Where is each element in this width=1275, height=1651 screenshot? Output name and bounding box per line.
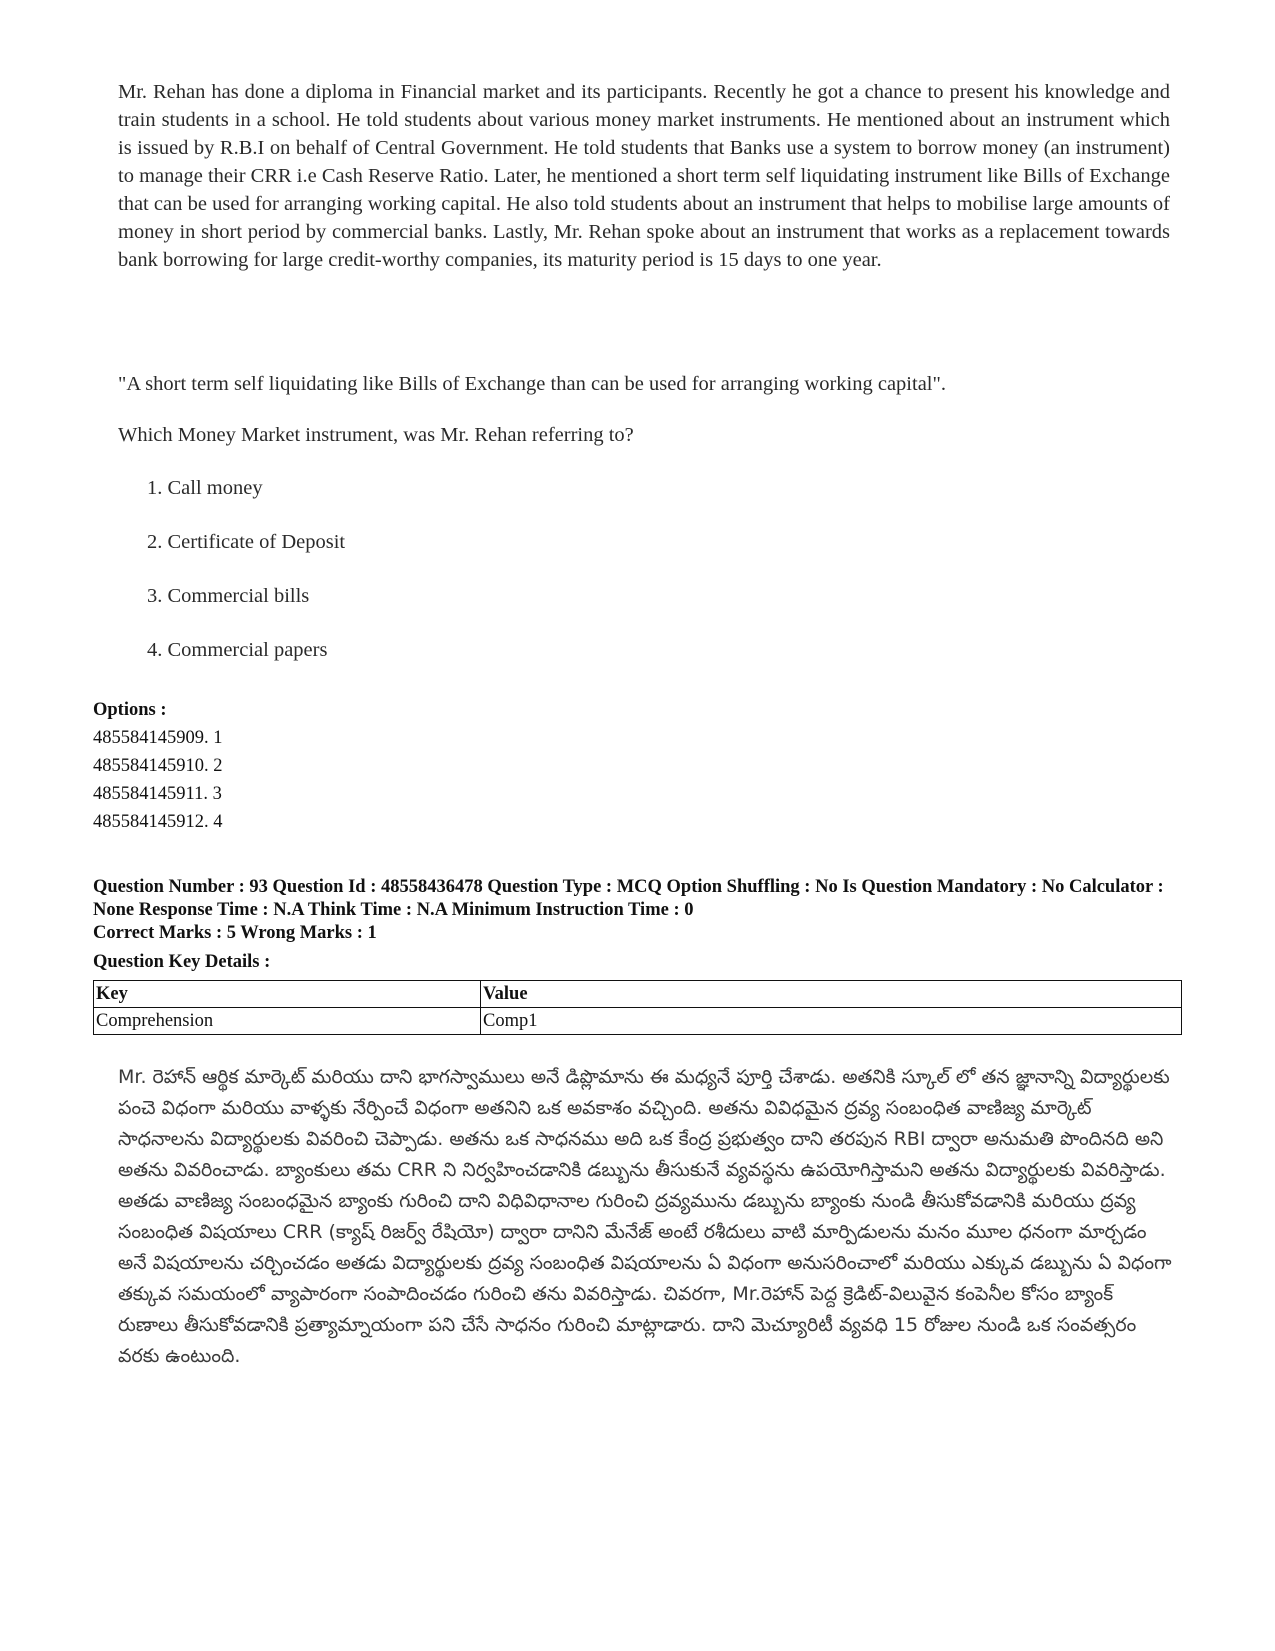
option-id: 485584145911. 3 [93,784,222,804]
answer-choice: 3. Commercial bills [147,585,310,607]
marks-info: Correct Marks : 5 Wrong Marks : 1 [93,923,377,943]
key-details-table [93,980,1182,1035]
answer-choice: 2. Certificate of Deposit [147,531,346,553]
option-id: 485584145909. 1 [93,728,223,748]
key-details-heading: Question Key Details : [93,952,271,972]
question-quote: "A short term self liquidating like Bills of Exchange than can be used for arranging working capital". [118,373,946,395]
table-row [94,1008,1182,1035]
table-header-value: Value [481,981,1182,1008]
table-cell-value: Comp1 [481,1008,1182,1035]
answer-choice: 1. Call money [147,477,263,499]
answer-choice: 4. Commercial papers [147,639,328,661]
table-header-key: Key [94,981,481,1008]
comprehension-passage-english: Mr. Rehan has done a diploma in Financial market and its participants. Recently he got a chance to present his knowledge and train students in a school. He told students about various money market instruments. He mentioned about an instrument which is issued by R.B.I on behalf of Central Government. He told students that Banks use a system to borrow money (an instrument) to manage their CRR i.e Cash Reserve Ratio. Later, he mentioned a short term self liquidating instrument like Bills of Exchange that can be used for arranging working capital. He also told students about an instrument that helps to mobilise large amounts of money in short period by commercial banks. Lastly, Mr. Rehan spoke about an instrument that works as a replacement towards bank borrowing for large credit-worthy companies, its maturity period is 15 days to one year. [118,81,1170,271]
table-cell-key: Comprehension [94,1008,481,1035]
options-title: Options : [93,700,167,720]
options-block [93,696,223,836]
option-id: 485584145910. 2 [93,756,223,776]
comprehension-passage-telugu: Mr. రెహాన్ ఆర్థిక మార్కెట్ మరియు దాని భాగస్వాములు అనే డిప్లొమాను ఈ మధ్యనే పూర్తి చేశాడు. అతనికి స్కూల్ లో తన జ్ఞానాన్ని విద్యార్థులకు పంచె విధంగా మరియు వాళ్ళకు నేర్పించే విధంగా అతనిని ఒక అవకాశం వచ్చింది. అతను వివిధమైన ద్రవ్య సంబంధిత వాణిజ్య మార్కెట్ సాధనాలను విద్యార్థులకు వివరించి చెప్పాడు. అతను ఒక సాధనము అది ఒక కేంద్ర ప్రభుత్వం దాని తరపున RBI ద్వారా అనుమతి పొందినది అని అతను వివరించాడు. బ్యాంకులు తమ CRR ని నిర్వహించడానికి డబ్బును తీసుకునే వ్యవస్థను ఉపయోగిస్తామని అతను విద్యార్థులకు వివరిస్తాడు. అతడు వాణిజ్య సంబంధమైన బ్యాంకు గురించి దాని విధివిధానాల గురించి ద్రవ్యమును డబ్బును బ్యాంకు నుండి తీసుకోవడానికి మరియు ద్రవ్య సంబంధిత విషయాలు CRR (క్యాష్ రిజర్వ్ రేషియో) ద్వారా దానిని మేనేజ్ అంటే రశీదులు వాటి మార్పిడులను మనం మూల ధనంగా మార్చడం అనే విషయాలను చర్చించడం అతడు విద్యార్థులకు ద్రవ్య సంబంధిత విషయాలను ఏ విధంగా అనుసరించాలో మరియు ఎక్కువ డబ్బును ఏ విధంగా తక్కువ సమయంలో వ్యాపారంగా సంపాదించడం గురించి తను వివరిస్తాడు. చివరగా, Mr.రెహాన్ పెద్ద క్రెడిట్-విలువైన కంపెనీల కోసం బ్యాంక్ రుణాలు తీసుకోవడానికి ప్రత్యామ్నాయంగా పని చేసే సాధనం గురించి మాట్లాడారు. దాని మెచ్యూరిటీ వ్యవధి 15 రోజుల నుండి ఒక సంవత్సరం వరకు ఉంటుంది. [118,1066,1172,1367]
question-text: Which Money Market instrument, was Mr. Rehan referring to? [118,424,634,446]
question-metadata: Question Number : 93 Question Id : 48558436478 Question Type : MCQ Option Shuffling : No Is Question Mandatory : No Calculator : None Response Time : N.A Think Time : N.A Minimum Instruction Time : 0 [93,877,1164,920]
table-header-row [94,981,1182,1008]
answer-choices-list [147,474,345,690]
option-id: 485584145912. 4 [93,812,223,832]
